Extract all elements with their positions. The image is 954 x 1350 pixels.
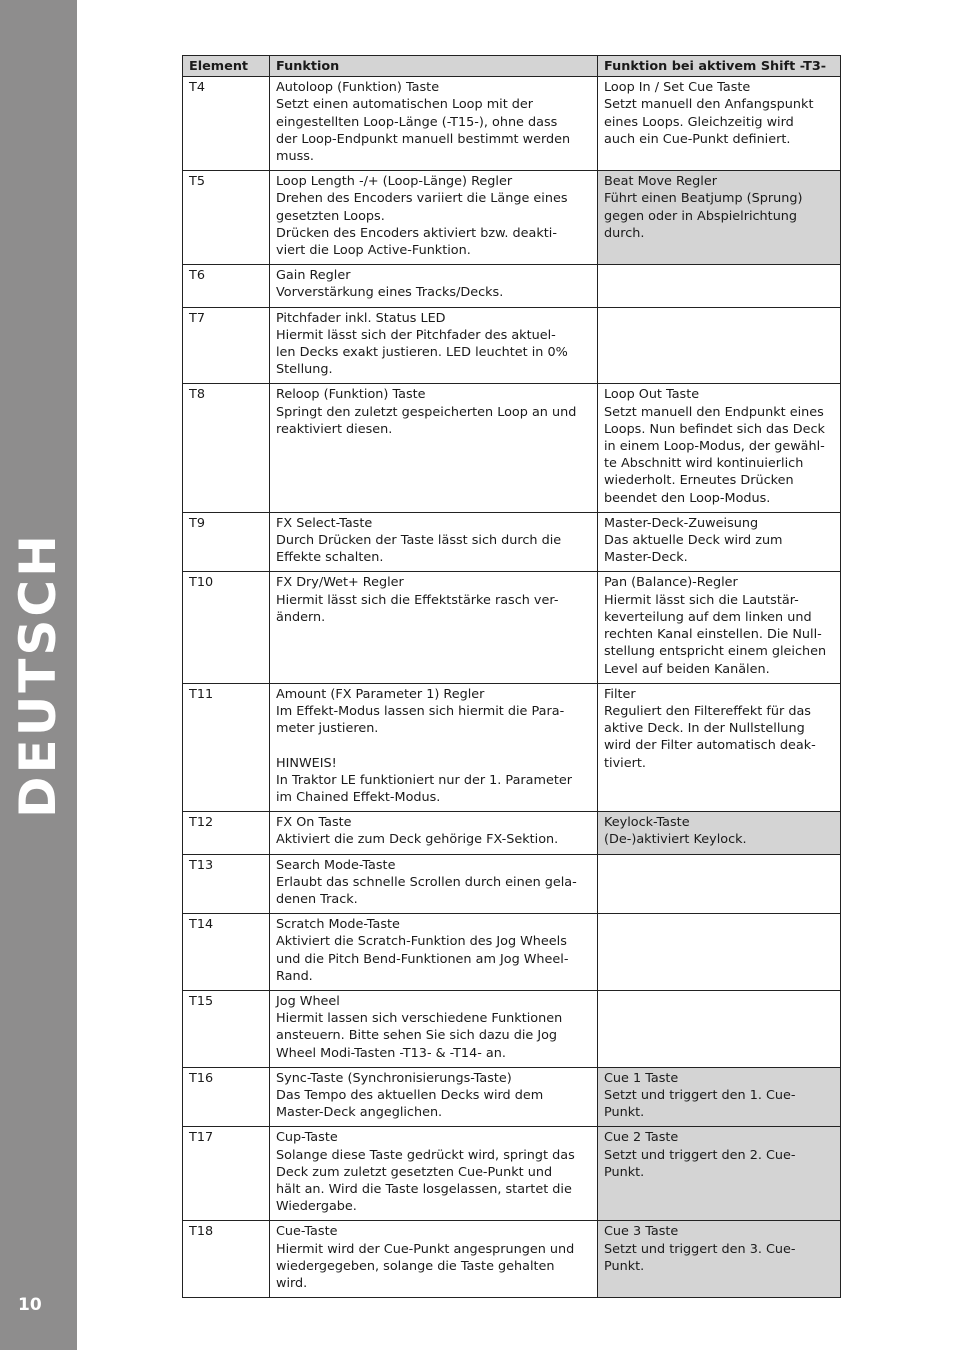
table-row: [183, 307, 841, 384]
funktion-line: Hiermit lässt sich der Pitchfader des aktuel-: [276, 327, 556, 343]
funktion-line: wird.: [276, 1275, 308, 1291]
table-row: [183, 990, 841, 1067]
table-row: [183, 171, 841, 265]
cell-funktion: [270, 171, 598, 265]
funktion-line: Wheel Modi-Tasten -T13- & -T14- an.: [276, 1045, 506, 1061]
funktion-line: Rand.: [276, 968, 313, 984]
funktion-line: meter justieren.: [276, 721, 379, 737]
shift-line: keverteilung auf dem linken und: [604, 609, 812, 625]
cell-funktion: [270, 854, 598, 914]
cell-shift-funktion: [598, 512, 841, 572]
funktion-line: Vorverstärkung eines Tracks/Decks.: [276, 285, 504, 301]
cell-shift-funktion: [598, 812, 841, 854]
shift-line: Level auf beiden Kanälen.: [604, 661, 770, 677]
table-row: [183, 1067, 841, 1127]
funktion-line: Durch Drücken der Taste lässt sich durch die: [276, 533, 562, 549]
cell-element: T14: [183, 914, 270, 991]
shift-line: Filter: [604, 686, 636, 702]
table-row: [183, 1127, 841, 1221]
header-shift-funktion: Funktion bei aktivem Shift -T3-: [598, 56, 841, 77]
table-row: [183, 512, 841, 572]
table-row: [183, 1221, 841, 1298]
shift-line: Cue 1 Taste: [604, 1070, 679, 1086]
funktion-line: Reloop (Funktion) Taste: [276, 387, 426, 403]
table-row: [183, 854, 841, 914]
funktion-line: Search Mode-Taste: [276, 857, 396, 873]
shift-line: Setzt manuell den Anfangspunkt: [604, 97, 814, 113]
funktion-line: Loop Length -/+ (Loop-Länge) Regler: [276, 174, 513, 190]
cell-funktion: [270, 683, 598, 811]
funktion-line: eingestellten Loop-Länge (-T15-), ohne dass: [276, 114, 558, 130]
cell-shift-funktion: [598, 572, 841, 683]
funktion-line: Aktiviert die zum Deck gehörige FX-Sektion.: [276, 832, 559, 848]
funktion-line: Solange diese Taste gedrückt wird, springt das: [276, 1147, 575, 1163]
funktion-line: Scratch Mode-Taste: [276, 917, 400, 933]
funktion-line: HINWEIS!: [276, 755, 337, 771]
shift-line: Master-Deck-Zuweisung: [604, 515, 759, 531]
table-row: [183, 914, 841, 991]
table-row: [183, 572, 841, 683]
cell-shift-funktion: [598, 77, 841, 171]
cell-element: T17: [183, 1127, 270, 1221]
shift-line: Punkt.: [604, 1164, 645, 1180]
funktion-line: Pitchfader inkl. Status LED: [276, 310, 446, 326]
cell-element: T10: [183, 572, 270, 683]
cell-funktion: [270, 265, 598, 307]
funktion-line: Jog Wheel: [276, 993, 340, 1009]
funktion-line: Stellung.: [276, 362, 333, 378]
cell-shift-funktion: [598, 854, 841, 914]
shift-line: Setzt und triggert den 2. Cue-: [604, 1147, 796, 1163]
cell-element: T18: [183, 1221, 270, 1298]
shift-line: Führt einen Beatjump (Sprung): [604, 191, 803, 207]
cell-funktion: [270, 1067, 598, 1127]
funktion-line: ändern.: [276, 609, 326, 625]
language-label: DEUTSCH: [9, 532, 67, 818]
header-funktion: Funktion: [270, 56, 598, 77]
funktion-line: der Loop-Endpunkt manuell bestimmt werden: [276, 131, 571, 147]
shift-line: beendet den Loop-Modus.: [604, 490, 771, 506]
shift-line: Reguliert den Filtereffekt für das: [604, 703, 811, 719]
funktion-line: Amount (FX Parameter 1) Regler: [276, 686, 485, 702]
cell-funktion: [270, 1127, 598, 1221]
shift-line: gegen oder in Abspielrichtung: [604, 208, 798, 224]
table-row: [183, 384, 841, 512]
shift-line: te Abschnitt wird kontinuierlich: [604, 456, 804, 472]
funktion-line: Deck zum zuletzt gesetzten Cue-Punkt und: [276, 1164, 553, 1180]
shift-line: in einem Loop-Modus, der gewähl-: [604, 439, 825, 455]
cell-funktion: [270, 990, 598, 1067]
funktion-line: Sync-Taste (Synchronisierungs-Taste): [276, 1070, 512, 1086]
function-table: [182, 55, 841, 1298]
funktion-line: muss.: [276, 149, 314, 165]
cell-shift-funktion: [598, 1127, 841, 1221]
cell-element: T16: [183, 1067, 270, 1127]
funktion-line: [276, 737, 591, 754]
funktion-line: hält an. Wird die Taste losgelassen, startet die: [276, 1181, 572, 1197]
shift-line: Master-Deck.: [604, 550, 688, 566]
cell-funktion: [270, 812, 598, 854]
cell-element: T4: [183, 77, 270, 171]
shift-line: Cue 2 Taste: [604, 1130, 679, 1146]
cell-shift-funktion: [598, 1221, 841, 1298]
cell-shift-funktion: [598, 683, 841, 811]
funktion-line: FX On Taste: [276, 815, 352, 831]
funktion-line: Im Effekt-Modus lassen sich hiermit die Para-: [276, 703, 565, 719]
funktion-line: und die Pitch Bend-Funktionen am Jog Wheel-: [276, 951, 569, 967]
funktion-line: Setzt einen automatischen Loop mit der: [276, 97, 534, 113]
language-sidebar: [0, 0, 77, 1350]
shift-line: Setzt manuell den Endpunkt eines: [604, 404, 824, 420]
shift-line: Setzt und triggert den 3. Cue-: [604, 1241, 796, 1257]
shift-line: wiederholt. Erneutes Drücken: [604, 473, 794, 489]
funktion-line: Cue-Taste: [276, 1224, 338, 1240]
cell-element: T5: [183, 171, 270, 265]
funktion-line: Master-Deck angeglichen.: [276, 1105, 443, 1121]
cell-shift-funktion: [598, 307, 841, 384]
cell-funktion: [270, 512, 598, 572]
shift-line: durch.: [604, 225, 645, 241]
shift-line: eines Loops. Gleichzeitig wird: [604, 114, 794, 130]
shift-line: Punkt.: [604, 1105, 645, 1121]
table-row: [183, 265, 841, 307]
shift-line: Loops. Nun befindet sich das Deck: [604, 421, 825, 437]
funktion-line: Erlaubt das schnelle Scrollen durch einen gela-: [276, 874, 577, 890]
cell-shift-funktion: [598, 171, 841, 265]
cell-funktion: [270, 914, 598, 991]
shift-line: tiviert.: [604, 755, 646, 771]
shift-line: Loop Out Taste: [604, 387, 700, 403]
cell-shift-funktion: [598, 384, 841, 512]
shift-line: aktive Deck. In der Nullstellung: [604, 721, 805, 737]
cell-element: T6: [183, 265, 270, 307]
funktion-line: gesetzten Loops.: [276, 208, 385, 224]
header-element: Element: [183, 56, 270, 77]
funktion-line: len Decks exakt justieren. LED leuchtet in 0%: [276, 345, 568, 361]
funktion-line: Wiedergabe.: [276, 1199, 357, 1215]
funktion-line: reaktiviert diesen.: [276, 421, 393, 437]
shift-line: Pan (Balance)-Regler: [604, 575, 738, 591]
funktion-line: Gain Regler: [276, 268, 351, 284]
shift-line: Punkt.: [604, 1258, 645, 1274]
cell-funktion: [270, 307, 598, 384]
shift-line: wird der Filter automatisch deak-: [604, 738, 816, 754]
cell-element: T9: [183, 512, 270, 572]
shift-line: (De-)aktiviert Keylock.: [604, 832, 747, 848]
funktion-line: In Traktor LE funktioniert nur der 1. Parameter: [276, 772, 573, 788]
funktion-line: Drücken des Encoders aktiviert bzw. deakti-: [276, 225, 557, 241]
cell-shift-funktion: [598, 265, 841, 307]
funktion-line: ansteuern. Bitte sehen Sie sich dazu die Jog: [276, 1028, 558, 1044]
funktion-line: Drehen des Encoders variiert die Länge eines: [276, 191, 568, 207]
funktion-line: Hiermit lässt sich die Effektstärke rasch ver-: [276, 592, 559, 608]
cell-funktion: [270, 572, 598, 683]
funktion-line: Autoloop (Funktion) Taste: [276, 80, 440, 96]
cell-element: T8: [183, 384, 270, 512]
funktion-line: Aktiviert die Scratch-Funktion des Jog Wheels: [276, 934, 567, 950]
cell-element: T13: [183, 854, 270, 914]
shift-line: Das aktuelle Deck wird zum: [604, 533, 783, 549]
funktion-line: Hiermit lassen sich verschiedene Funktionen: [276, 1011, 563, 1027]
shift-line: Beat Move Regler: [604, 174, 717, 190]
shift-line: Hiermit lässt sich die Lautstär-: [604, 592, 799, 608]
funktion-line: Hiermit wird der Cue-Punkt angesprungen und: [276, 1241, 575, 1257]
cell-element: T12: [183, 812, 270, 854]
shift-line: Cue 3 Taste: [604, 1224, 679, 1240]
funktion-line: Das Tempo des aktuellen Decks wird dem: [276, 1087, 544, 1103]
funktion-line: Effekte schalten.: [276, 550, 384, 566]
funktion-line: viert die Loop Active-Funktion.: [276, 243, 471, 259]
table-row: [183, 812, 841, 854]
table-row: [183, 683, 841, 811]
shift-line: auch ein Cue-Punkt definiert.: [604, 131, 791, 147]
cell-shift-funktion: [598, 990, 841, 1067]
table-row: [183, 77, 841, 171]
funktion-line: FX Dry/Wet+ Regler: [276, 575, 404, 591]
cell-element: T11: [183, 683, 270, 811]
shift-line: Keylock-Taste: [604, 815, 690, 831]
shift-line: Loop In / Set Cue Taste: [604, 80, 751, 96]
funktion-line: FX Select-Taste: [276, 515, 373, 531]
funktion-line: denen Track.: [276, 891, 358, 907]
shift-line: stellung entspricht einem gleichen: [604, 644, 827, 660]
shift-line: Setzt und triggert den 1. Cue-: [604, 1087, 796, 1103]
cell-element: T7: [183, 307, 270, 384]
cell-funktion: [270, 77, 598, 171]
cell-element: T15: [183, 990, 270, 1067]
cell-shift-funktion: [598, 914, 841, 991]
cell-funktion: [270, 384, 598, 512]
funktion-line: im Chained Effekt-Modus.: [276, 789, 441, 805]
funktion-line: Cup-Taste: [276, 1130, 338, 1146]
funktion-line: wiedergegeben, solange die Taste gehalten: [276, 1258, 555, 1274]
cell-shift-funktion: [598, 1067, 841, 1127]
page-number: 10: [18, 1295, 42, 1315]
shift-line: rechten Kanal einstellen. Die Null-: [604, 627, 822, 643]
cell-funktion: [270, 1221, 598, 1298]
table-body: [183, 77, 841, 1298]
funktion-line: Springt den zuletzt gespeicherten Loop an und: [276, 404, 577, 420]
table-header-row: [183, 56, 841, 77]
